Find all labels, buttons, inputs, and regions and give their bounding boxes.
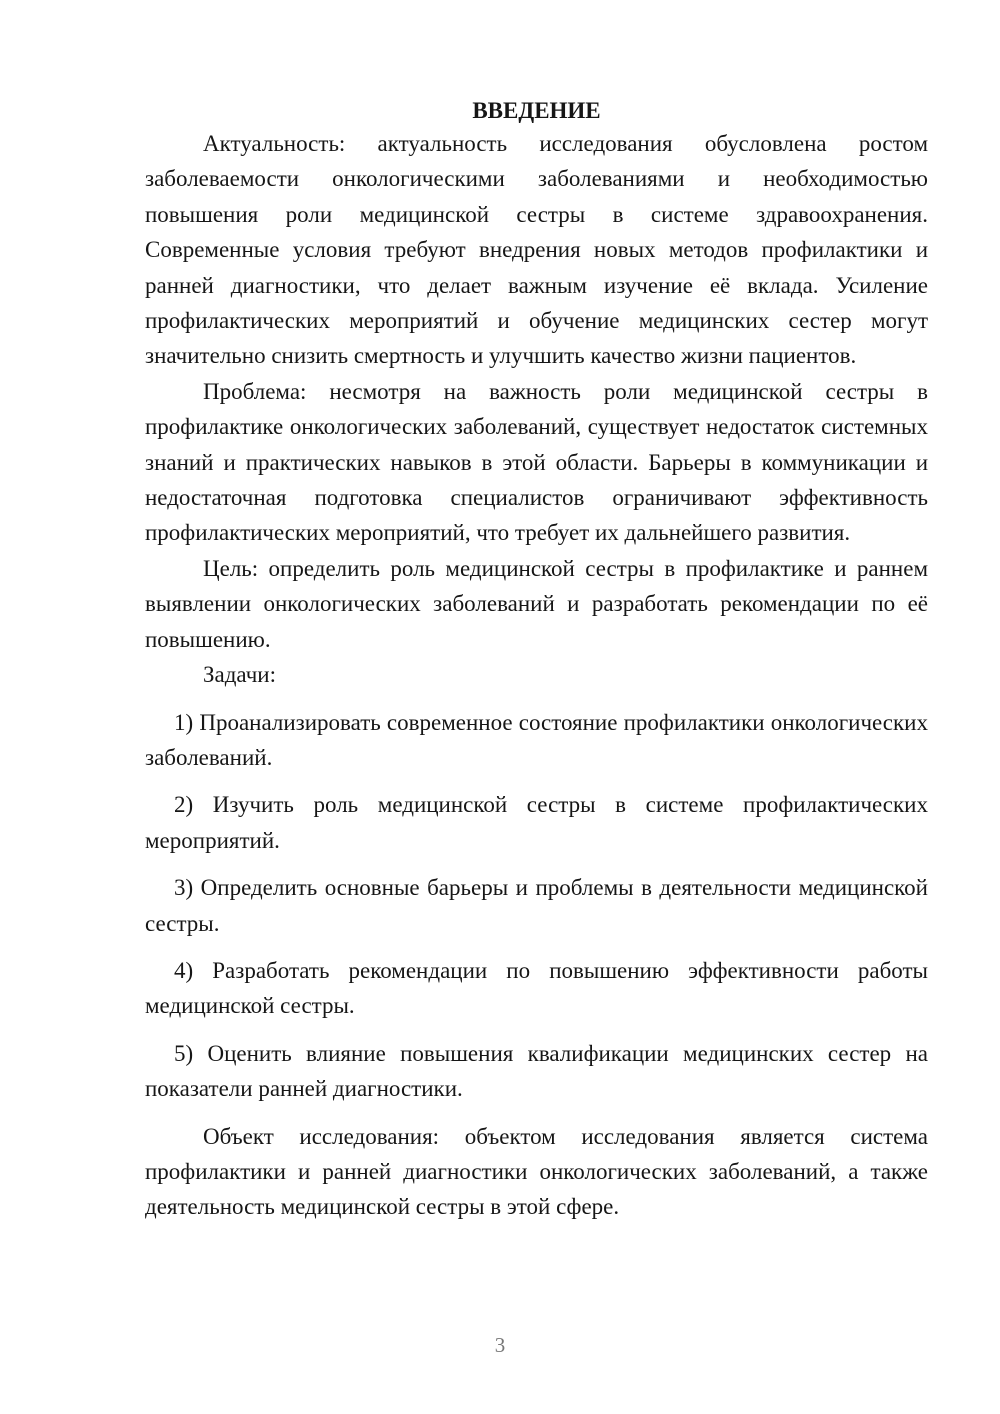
page-number: 3 (494, 1333, 506, 1357)
goal-paragraph: Цель: определить роль медицинской сестры в профилактике и раннем выявлении онкологических заболеваний и разработать рекомендации по её повышению. (145, 555, 928, 652)
problem-paragraph: Проблема: несмотря на важность роли медицинской сестры в профилактике онкологических заболеваний, существует недостаток системных знаний и практических навыков в этой области. Барьеры в коммуникации и недостаточная подготовка специалистов ограничивают эффективность профилактических мероприятий, что требует их дальнейшего развития. (145, 378, 928, 546)
task-item: 2) Изучить роль медицинской сестры в системе профилактических мероприятий. (145, 792, 928, 853)
page-content (145, 96, 928, 1225)
task-item: 1) Проанализировать современное состояние профилактики онкологических заболеваний. (145, 709, 928, 770)
object-paragraph: Объект исследования: объектом исследования является система профилактики и ранней диагностики онкологических заболеваний, а также деятельность медицинской сестры в этой сфере. (145, 1123, 928, 1220)
tasks-heading: Задачи: (203, 662, 276, 688)
task-item: 3) Определить основные барьеры и проблемы в деятельности медицинской сестры. (145, 875, 928, 936)
task-item: 4) Разработать рекомендации по повышению эффективности работы медицинской сестры. (145, 957, 928, 1019)
page-title: ВВЕДЕНИЕ (472, 98, 601, 123)
task-item: 5) Оценить влияние повышения квалификации медицинских сестер на показатели ранней диагностики. (145, 1040, 928, 1102)
relevance-paragraph: Актуальность: актуальность исследования обусловлена ростом заболеваемости онкологическими заболеваниями и необходимостью повышения роли медицинской сестры в системе здравоохранения. Современные условия требуют внедрения новых методов профилактики и ранней диагностики, что делает важным изучение её вклада. Усиление профилактических мероприятий и обучение медицинских сестер могут значительно снизить смертность и улучшить качество жизни пациентов. (145, 131, 928, 369)
